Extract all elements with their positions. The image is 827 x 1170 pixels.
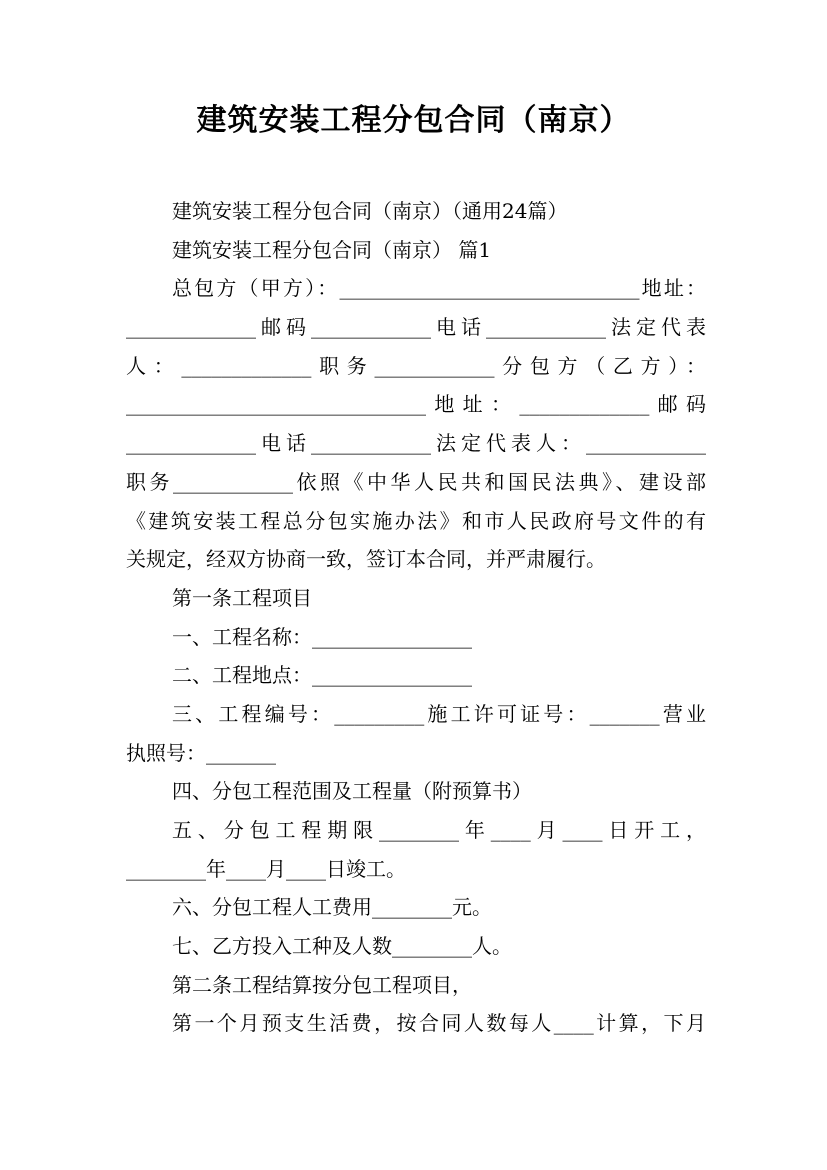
text-line: 建筑安装工程分包合同（南京）（通用24篇） xyxy=(172,199,568,223)
text-line: _____________邮码____________电话____________法定代表 xyxy=(126,315,706,340)
text-line: 《建筑安装工程总分包实施办法》和市人民政府号文件的有 xyxy=(126,508,706,533)
document-body xyxy=(126,196,706,1047)
text-line: 建筑安装工程分包合同（南京） 篇1 xyxy=(172,237,492,262)
text-line: 五、分包工程期限________年____月____日开工， xyxy=(172,818,706,842)
text-line: _____________电话____________法定代表人：____________ xyxy=(126,431,706,456)
text-line: 第一个月预支生活费，按合同人数每人____计算，下月 xyxy=(172,1011,706,1036)
text-line: 四、分包工程范围及工程量（附预算书） xyxy=(172,779,532,804)
text-line: 第二条工程结算按分包工程项目， xyxy=(172,972,472,997)
text-line: 六、分包工程人工费用________元。 xyxy=(172,895,492,920)
document-title: 建筑安装工程分包合同（南京） xyxy=(196,103,631,138)
text-line: 三、工程编号：_________施工许可证号：_______营业 xyxy=(172,701,706,726)
text-line: 第一条工程项目 xyxy=(172,585,312,610)
text-line: 一、工程名称：________________ xyxy=(172,624,472,649)
text-line: 二、工程地点：________________ xyxy=(172,663,472,688)
text-line: 关规定，经双方协商一致，签订本合同，并严肃履行。 xyxy=(126,547,606,572)
text-line: ________年____月____日竣工。 xyxy=(126,856,406,881)
text-line: 人：_____________职务____________分包方（乙方）： xyxy=(126,353,706,378)
text-line: 职务____________依照《中华人民共和国民法典》、建设部 xyxy=(126,469,706,494)
text-line: ______________________________地址：_____________邮码 xyxy=(126,392,706,417)
text-line: 总包方（甲方）：______________________________地址： xyxy=(172,276,706,301)
text-line: 执照号：_______ xyxy=(126,740,276,765)
text-line: 七、乙方投入工种及人数________人。 xyxy=(172,934,512,959)
